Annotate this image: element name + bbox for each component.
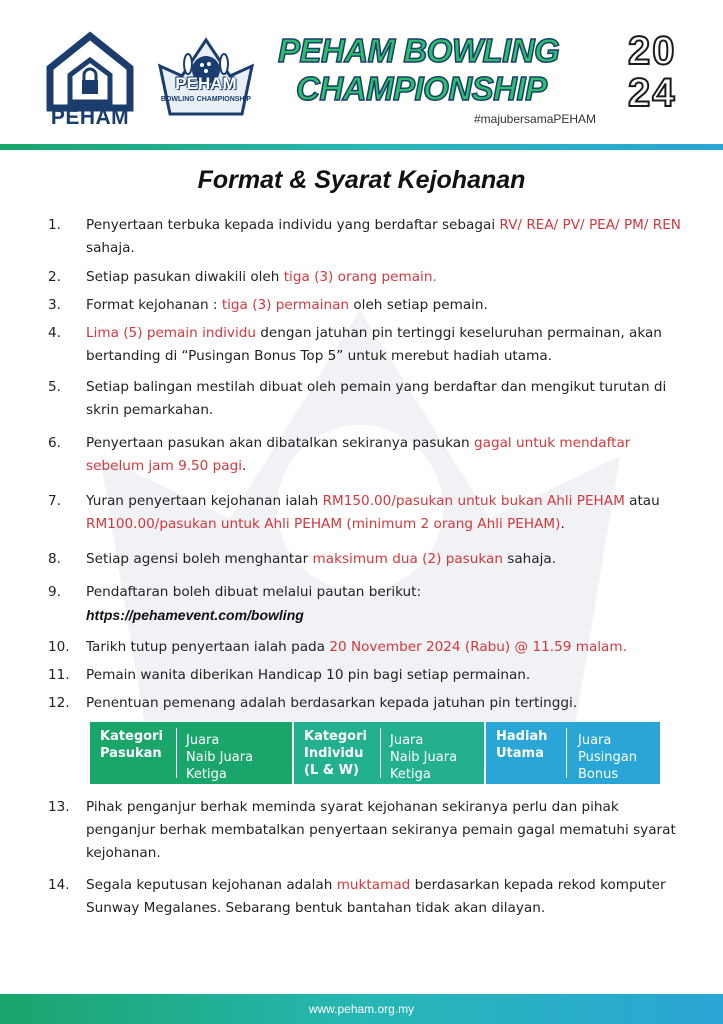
rule-number: 6. xyxy=(48,435,61,451)
rule-text-segment: Segala keputusan kejohanan adalah xyxy=(86,877,337,893)
rule-number: 1. xyxy=(48,217,61,233)
rule-number: 12. xyxy=(48,695,70,711)
prize-separator xyxy=(566,728,567,778)
prize-box xyxy=(90,722,292,784)
prize-category: Kategori Individu (L & W) xyxy=(304,729,367,778)
rule-text-segment: Penyertaan pasukan akan dibatalkan sekiranya pasukan xyxy=(86,435,474,451)
rule-text-segment: oleh setiap pemain. xyxy=(349,297,488,313)
rule-number: 9. xyxy=(48,584,61,600)
prize-award: Ketiga xyxy=(186,767,227,782)
rule-number: 13. xyxy=(48,799,70,815)
rule-text-segment: Penentuan pemenang adalah berdasarkan kepada jatuhan pin tertinggi. xyxy=(86,695,578,711)
event-title-line2: CHAMPIONSHIP xyxy=(296,70,547,107)
rule-highlight: RM100.00/pasukan untuk Ahli PEHAM (minimum 2 orang Ahli PEHAM) xyxy=(86,516,561,532)
hashtag: #majubersamaPEHAM xyxy=(474,112,597,126)
prize-awards xyxy=(578,732,660,783)
rule-highlight: RM150.00/pasukan untuk bukan Ahli PEHAM xyxy=(322,493,625,509)
prize-separator xyxy=(380,728,381,778)
rule-number: 10. xyxy=(48,639,70,655)
rule-text-segment: Format kejohanan : xyxy=(86,297,222,313)
rule-highlight: tiga (3) orang pemain. xyxy=(283,269,437,285)
peham-logo-text: PEHAM xyxy=(50,106,130,129)
rule-text xyxy=(86,322,686,368)
rule-text-segment: . xyxy=(560,516,565,532)
rule-highlight: gagal untuk mendaftar sebelum jam 9.50 pagi xyxy=(86,435,631,474)
rule-text-segment: atau xyxy=(624,493,660,509)
rule-highlight: Lima (5) pemain individu xyxy=(86,325,256,341)
prize-box xyxy=(486,722,660,784)
header-divider xyxy=(0,144,723,150)
rule-text-segment: Penyertaan terbuka kepada individu yang berdaftar sebagai xyxy=(86,217,500,233)
rule-text-segment: Pemain wanita diberikan Handicap 10 pin bagi setiap permainan. xyxy=(86,667,531,683)
prize-award: Naib Juara xyxy=(390,750,458,765)
rule-text xyxy=(86,874,686,920)
rule-highlight: tiga (3) permainan xyxy=(221,297,350,313)
prize-award: Naib Juara xyxy=(186,750,254,765)
rule-number: 2. xyxy=(48,269,61,285)
rule-number: 3. xyxy=(48,297,61,313)
prize-category: Hadiah Utama xyxy=(496,729,548,761)
prize-award: Ketiga xyxy=(390,767,431,782)
rule-number: 11. xyxy=(48,667,70,683)
header xyxy=(0,0,723,145)
rule-text xyxy=(86,214,686,260)
rule-text xyxy=(86,548,686,571)
rule-text xyxy=(86,376,686,422)
rule-highlight: muktamad xyxy=(336,877,411,893)
year-bottom: 24 xyxy=(628,71,677,115)
footer-url[interactable]: www.peham.org.my xyxy=(308,1002,415,1016)
prize-box xyxy=(294,722,484,784)
rule-highlight: RV/ REA/ PV/ PEA/ PM/ REN xyxy=(499,217,681,233)
prize-awards xyxy=(186,732,253,783)
rule-number: 5. xyxy=(48,379,61,395)
rule-text-segment: sahaja. xyxy=(502,551,557,567)
rule-text xyxy=(86,636,686,659)
rule-number: 7. xyxy=(48,493,61,509)
rule-text-segment: Pihak penganjur berhak meminda syarat kejohanan sekiranya perlu dan pihak penganjur berhak membatalkan penyertaan sekiranya pemain gagal mematuhi syarat kejohanan. xyxy=(86,799,676,861)
rule-text xyxy=(86,294,686,317)
rule-text xyxy=(86,581,686,627)
rule-text-segment: dengan jatuhan pin tertinggi keseluruhan permainan, akan bertanding di “Pusingan Bonus Top 5” untuk merebut hadiah utama. xyxy=(86,325,662,364)
rule-number: 8. xyxy=(48,551,61,567)
rule-text-segment: sahaja. xyxy=(86,240,135,256)
rule-text-segment: . xyxy=(242,458,247,474)
rule-text xyxy=(86,490,686,536)
rule-text-segment: Tarikh tutup penyertaan ialah pada xyxy=(86,639,330,655)
rule-text-segment: berdasarkan kepada rekod komputer Sunway Megalanes. Sebarang bentuk bantahan tidak akan dilayan. xyxy=(86,877,666,916)
registration-link[interactable]: https://pehamevent.com/bowling xyxy=(86,607,304,623)
prize-award: Pusingan Bonus xyxy=(578,750,637,782)
rule-number: 14. xyxy=(48,877,70,893)
rule-text xyxy=(86,692,686,715)
rule-text-segment: Setiap balingan mestilah dibuat oleh pemain yang berdaftar dan mengikut turutan di skrin pemarkahan. xyxy=(86,379,667,418)
prize-awards xyxy=(390,732,457,783)
badge-subtitle: BOWLING CHAMPIONSHIP xyxy=(160,96,252,103)
prize-award: Juara xyxy=(390,733,424,748)
page-heading: Format & Syarat Kejohanan xyxy=(197,166,526,194)
year-top: 20 xyxy=(628,29,677,73)
rule-text-segment: Setiap agensi boleh menghantar xyxy=(86,551,313,567)
prize-category: Kategori Pasukan xyxy=(100,729,163,761)
event-year xyxy=(628,30,677,114)
rule-text-segment: Setiap pasukan diwakili oleh xyxy=(86,269,284,285)
rule-text xyxy=(86,664,686,687)
prize-award: Juara xyxy=(578,733,612,748)
rule-highlight: maksimum dua (2) pasukan xyxy=(312,551,503,567)
badge-title: PEHAM xyxy=(175,74,237,93)
event-title-line1: PEHAM BOWLING xyxy=(278,32,560,69)
rule-text xyxy=(86,796,686,865)
rule-highlight: 20 November 2024 (Rabu) @ 11.59 malam. xyxy=(329,639,627,655)
rule-text xyxy=(86,266,686,289)
rule-text xyxy=(86,432,686,478)
prize-award: Juara xyxy=(186,733,220,748)
prize-separator xyxy=(176,728,177,778)
rule-text-segment: Pendaftaran boleh dibuat melalui pautan berikut: xyxy=(86,584,422,600)
rule-text-segment: Yuran penyertaan kejohanan ialah xyxy=(86,493,323,509)
rule-number: 4. xyxy=(48,325,61,341)
